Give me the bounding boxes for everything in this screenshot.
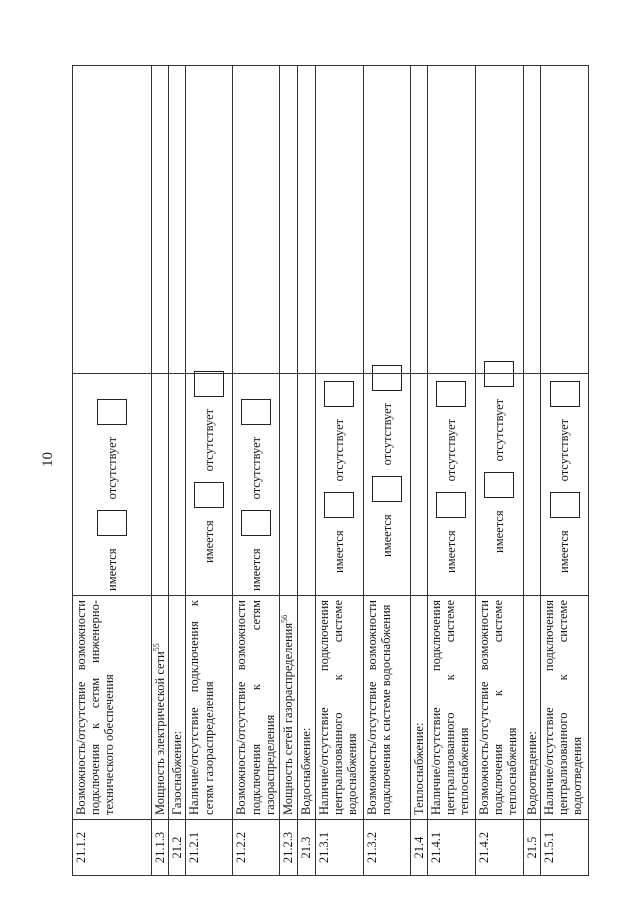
row-description-text: Наличие/отсутствие подключения централизованного к системе водоотведения <box>542 600 585 815</box>
row-number: 21.1.3 <box>152 820 169 876</box>
row-number: 21.3 <box>298 820 315 876</box>
row-description-text: Водоснабжение: <box>299 727 314 815</box>
options-cell <box>315 374 363 596</box>
row-description <box>280 596 298 820</box>
table-row <box>233 66 280 876</box>
option-yes-label: имеется <box>444 530 459 573</box>
options-cell <box>523 374 540 596</box>
row-description <box>73 596 152 820</box>
options-cell <box>280 374 298 596</box>
option-no-label: отсутствует <box>249 436 264 500</box>
table-row <box>315 66 363 876</box>
choice-group <box>484 378 514 591</box>
row-number: 21.3.1 <box>315 820 363 876</box>
row-number: 21.2.3 <box>280 820 298 876</box>
option-no-label: отсутствует <box>444 418 459 482</box>
options-cell <box>169 374 186 596</box>
connection-table <box>72 65 589 876</box>
table-row <box>363 66 410 876</box>
options-cell <box>427 374 475 596</box>
row-description <box>298 596 315 820</box>
row-description-text: Возможность/отсутствие возможности подключения к системе водоснабжения <box>364 600 393 815</box>
option-no-label: отсутствует <box>557 418 572 482</box>
choice-group <box>194 378 224 591</box>
row-number: 21.5 <box>523 820 540 876</box>
value-cell[interactable] <box>523 66 540 374</box>
row-number: 21.4 <box>410 820 427 876</box>
row-description-text: Возможность/отсутствие возможности подключения к сетям газораспределения <box>234 600 277 815</box>
value-cell[interactable] <box>152 66 169 374</box>
choice-group <box>324 378 354 591</box>
options-cell <box>475 374 523 596</box>
row-description <box>541 596 589 820</box>
row-number: 21.4.1 <box>427 820 475 876</box>
option-no-checkbox[interactable] <box>241 399 271 425</box>
row-description-text: Наличие/отсутствие подключения централизованного к системе водоснабжения <box>316 600 360 815</box>
row-description <box>427 596 475 820</box>
row-description-text: Возможность/отсутствие возможности подключения к сетям инженерно-технического обеспечения <box>74 600 117 815</box>
table-row <box>410 66 427 876</box>
option-no-checkbox[interactable] <box>484 361 514 387</box>
option-yes-label: имеется <box>104 548 119 591</box>
option-no-label: отсутствует <box>492 398 507 462</box>
option-no-label: отсутствует <box>202 408 217 472</box>
row-number: 21.1.2 <box>73 820 152 876</box>
footnote-ref: 55 <box>151 643 161 652</box>
table-row <box>523 66 540 876</box>
options-cell <box>541 374 589 596</box>
row-description <box>410 596 427 820</box>
options-cell <box>73 374 152 596</box>
option-yes-label: имеется <box>379 514 394 557</box>
choice-group <box>436 378 466 591</box>
options-cell <box>363 374 410 596</box>
options-cell <box>152 374 169 596</box>
table-body <box>73 66 589 876</box>
page-number: 10 <box>40 452 56 467</box>
row-description <box>233 596 280 820</box>
table-row <box>475 66 523 876</box>
option-yes-label: имеется <box>202 520 217 563</box>
row-description-text: Мощность электрической сети <box>153 651 167 815</box>
value-cell[interactable] <box>169 66 186 374</box>
option-yes-label: имеется <box>557 530 572 573</box>
options-cell <box>298 374 315 596</box>
choice-group <box>550 378 580 591</box>
table-row <box>298 66 315 876</box>
option-no-checkbox[interactable] <box>550 381 580 407</box>
row-description-text: Наличие/отсутствие подключения к сетям газораспределения <box>187 600 216 815</box>
row-description <box>475 596 523 820</box>
footnote-ref: 56 <box>280 614 290 623</box>
table-row <box>169 66 186 876</box>
value-cell[interactable] <box>427 66 475 374</box>
table-row <box>73 66 152 876</box>
option-yes-label: имеется <box>249 548 264 591</box>
row-number: 21.5.1 <box>541 820 589 876</box>
row-description <box>363 596 410 820</box>
choice-group <box>372 378 402 591</box>
row-description <box>169 596 186 820</box>
option-no-checkbox[interactable] <box>436 381 466 407</box>
choice-group <box>241 378 271 591</box>
row-description-text: Мощность сетей газораспределения <box>281 622 296 815</box>
value-cell[interactable] <box>475 66 523 374</box>
option-yes-checkbox[interactable] <box>241 510 271 536</box>
table-row <box>541 66 589 876</box>
row-description-text: Газоснабжение: <box>170 730 185 815</box>
row-number: 21.2 <box>169 820 186 876</box>
table-row <box>280 66 298 876</box>
row-description-text: Наличие/отсутствие подключения централизованного к системе теплоснабжения <box>428 600 472 815</box>
value-cell[interactable] <box>410 66 427 374</box>
option-yes-checkbox[interactable] <box>550 492 580 518</box>
options-cell <box>186 374 233 596</box>
option-no-checkbox[interactable] <box>372 365 402 391</box>
option-no-checkbox[interactable] <box>97 399 127 425</box>
option-yes-checkbox[interactable] <box>372 476 402 502</box>
value-cell[interactable] <box>315 66 363 374</box>
value-cell[interactable] <box>186 66 233 374</box>
options-cell <box>233 374 280 596</box>
row-description-text: Водоотведение: <box>524 731 539 815</box>
value-cell[interactable] <box>541 66 589 374</box>
table-row <box>186 66 233 876</box>
rotated-form <box>72 66 632 876</box>
row-description-text: Возможность/отсутствие возможности подключения к системе теплоснабжения <box>476 600 520 815</box>
options-cell <box>410 374 427 596</box>
row-number: 21.4.2 <box>475 820 523 876</box>
row-number: 21.2.2 <box>233 820 280 876</box>
option-yes-checkbox[interactable] <box>484 472 514 498</box>
option-yes-checkbox[interactable] <box>194 482 224 508</box>
row-description <box>152 596 169 820</box>
table-row <box>152 66 169 876</box>
option-yes-label: имеется <box>332 530 346 573</box>
row-number: 21.2.1 <box>186 820 233 876</box>
option-no-label: отсутствует <box>332 418 346 482</box>
option-yes-label: имеется <box>492 510 507 553</box>
table-row <box>427 66 475 876</box>
value-cell[interactable] <box>298 66 315 374</box>
row-description <box>186 596 233 820</box>
option-yes-checkbox[interactable] <box>436 492 466 518</box>
option-yes-checkbox[interactable] <box>97 510 127 536</box>
value-cell[interactable] <box>363 66 410 374</box>
choice-group <box>97 378 127 591</box>
option-yes-checkbox[interactable] <box>324 492 354 518</box>
value-cell[interactable] <box>280 66 298 374</box>
row-description <box>315 596 363 820</box>
row-description-text: Теплоснабжение: <box>411 722 426 815</box>
row-description <box>523 596 540 820</box>
option-no-label: отсутствует <box>379 402 394 466</box>
option-no-checkbox[interactable] <box>324 381 354 407</box>
option-no-label: отсутствует <box>104 436 119 500</box>
row-number: 21.3.2 <box>363 820 410 876</box>
option-no-checkbox[interactable] <box>194 371 224 397</box>
value-cell[interactable] <box>233 66 280 374</box>
value-cell[interactable] <box>73 66 152 374</box>
